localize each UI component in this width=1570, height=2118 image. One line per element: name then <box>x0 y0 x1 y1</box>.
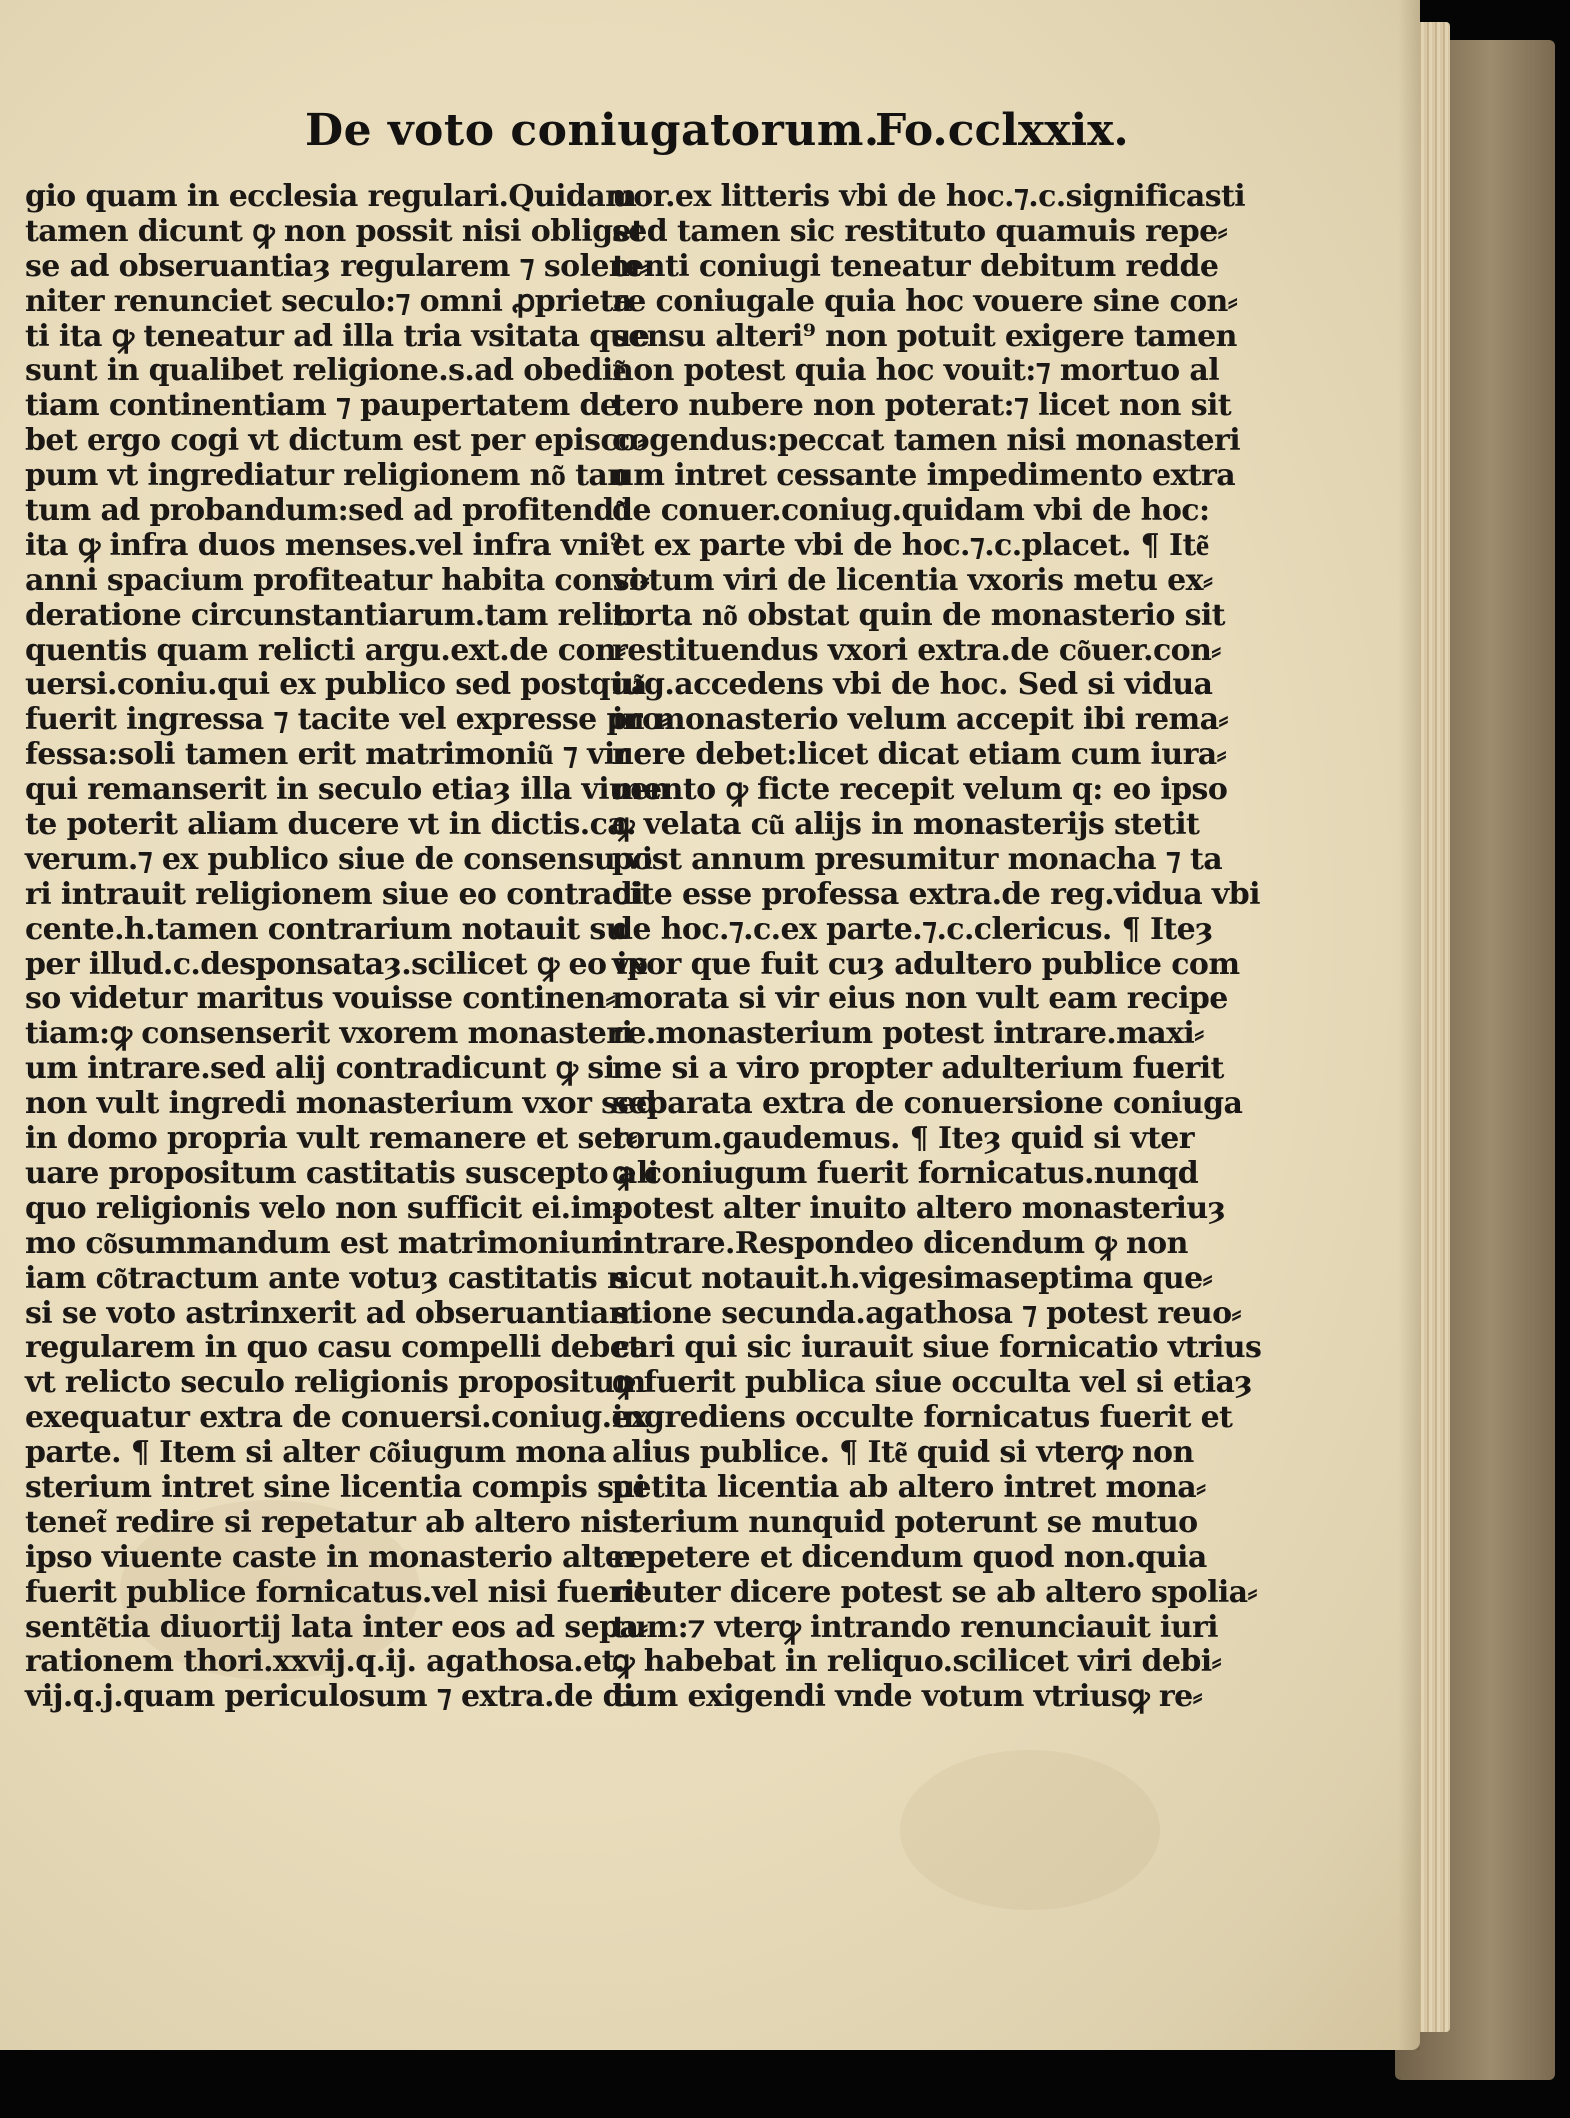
text-line: uare propositum castitatis suscepto ali <box>25 1155 659 1191</box>
paper-stain <box>900 1750 1160 1910</box>
text-line: nere debet:licet dicat etiam cum iura⸗ <box>612 737 1226 773</box>
text-line: sed tamen sic restituto quamuis repe⸗ <box>612 213 1228 249</box>
text-line: niter renunciet seculo:⁊ omni ꝓprieta <box>25 283 632 319</box>
text-line: ipso viuente caste in monasterio alter <box>25 1539 639 1575</box>
text-line: stione secunda.agathosa ⁊ potest reuo⸗ <box>612 1295 1241 1331</box>
text-line: tenti coniugi teneatur debitum redde <box>612 248 1219 284</box>
text-line: per illud.c.desponsataȝ.scilicet ꝙ eo ip <box>25 946 648 982</box>
text-line: tenet͂ redire si repetatur ab altero nisi <box>25 1504 640 1540</box>
text-line: in domo propria vult remanere et ser⸗ <box>25 1121 637 1157</box>
text-line: qui remanserit in seculo etiaȝ illa viuen <box>25 772 671 808</box>
text-line: sensu alteri⁹ non potuit exigere tamen <box>612 318 1237 354</box>
text-line: non vult ingredi monasterium vxor sed <box>25 1086 657 1122</box>
text-line: mento ꝙ ficte recepit velum q: eo ipso <box>612 772 1228 808</box>
running-head <box>305 105 1129 175</box>
text-line: exequatur extra de conuersi.coniug.ex <box>25 1400 648 1436</box>
text-line: votum viri de licentia vxoris metu ex⸗ <box>612 562 1213 598</box>
text-line: petita licentia ab altero intret mona⸗ <box>612 1469 1206 1505</box>
text-line: torta no͂ obstat quin de monasterio sit <box>612 597 1225 633</box>
text-line: cari qui sic iurauit siue fornicatio vtrius <box>612 1330 1262 1366</box>
text-line: re.monasterium potest intrare.maxi⸗ <box>612 1016 1204 1052</box>
text-line: tiam continentiam ⁊ paupertatem de <box>25 388 619 424</box>
text-line: potest alter inuito altero monasteriuȝ <box>612 1190 1226 1226</box>
text-line: cogendus:peccat tamen nisi monasteri <box>612 423 1240 459</box>
text-line: ti ita ꝙ teneatur ad illa tria vsitata que <box>25 318 650 354</box>
text-line: quentis quam relicti argu.ext.de con⸗ <box>25 632 626 668</box>
text-line: iug.accedens vbi de hoc. Sed si vidua <box>612 667 1213 703</box>
text-line: fuerit publice fornicatus.vel nisi fuerit <box>25 1574 648 1610</box>
text-line: intrare.Respondeo dicendum ꝙ non <box>612 1225 1188 1261</box>
text-line: ri intrauit religionem siue eo contradi <box>25 876 643 912</box>
text-line: de conuer.coniug.quidam vbi de hoc: <box>612 493 1210 529</box>
text-line: re coniugale quia hoc vouere sine con⸗ <box>612 283 1238 319</box>
text-line: vij.q.j.quam periculosum ⁊ extra.de di <box>25 1679 634 1715</box>
text-line: torum.gaudemus. ¶ Iteȝ quid si vter <box>612 1121 1194 1157</box>
text-line: non potest quia hoc vouit:⁊ mortuo al <box>612 353 1220 389</box>
text-line: sterium intret sine licentia compis sui <box>25 1469 646 1505</box>
text-line: fuerit ingressa ⁊ tacite vel expresse pro⸗ <box>25 702 671 738</box>
text-line: separata extra de conuersione coniuga <box>612 1086 1243 1122</box>
text-line: tamen dicunt ꝙ non possit nisi obliget <box>25 213 645 249</box>
text-line: so videtur maritus vouisse continen⸗ <box>25 981 615 1017</box>
text-line: sterium nunquid poterunt se mutuo <box>612 1504 1198 1540</box>
text-line: neuter dicere potest se ab altero spolia⸗ <box>612 1574 1257 1610</box>
text-line: te poterit aliam ducere vt in dictis.ca. <box>25 807 636 843</box>
page-edge-shadow <box>1398 0 1420 2050</box>
text-line: ꝙ habebat in reliquo.scilicet viri debi⸗ <box>612 1644 1221 1680</box>
text-line: ꝙ velata cu͂ alijs in monasterijs stetit <box>612 807 1200 843</box>
text-line: cite esse professa extra.de reg.vidua vbi <box>612 876 1260 912</box>
text-line: sente͂tia diuortij lata inter eos ad sepa⸗ <box>25 1609 648 1645</box>
text-line: vt relicto seculo religionis propositum <box>25 1365 646 1401</box>
text-line: si se voto astrinxerit ad obseruantiam <box>25 1295 640 1331</box>
text-line: vxor que fuit cuȝ adultero publice com <box>612 946 1240 982</box>
text-line: tum:⁊ vterꝙ intrando renunciauit iuri <box>612 1609 1218 1645</box>
text-column-right <box>612 179 1262 1715</box>
text-line: post annum presumitur monacha ⁊ ta <box>612 841 1223 877</box>
text-line: ꝙ fuerit publica siue occulta vel si etiaȝ <box>612 1365 1253 1401</box>
text-line: ita ꝙ infra duos menses.vel infra vni⁹ <box>25 527 623 563</box>
text-line: cente.h.tamen contrarium notauit su <box>25 911 627 947</box>
text-line: morata si vir eius non vult eam recipe <box>612 981 1228 1017</box>
text-line: iam co͂tractum ante votuȝ castitatis ni <box>25 1260 640 1296</box>
text-line: tero nubere non poterat:⁊ licet non sit <box>612 388 1232 424</box>
text-line: et ex parte vbi de hoc.⁊.c.placet. ¶ Ite͂ <box>612 527 1209 563</box>
running-head-title: De voto coniugatorum. <box>305 105 880 156</box>
text-line: rationem thori.xxvij.q.ij. agathosa.et. <box>25 1644 625 1680</box>
text-line: ingrediens occulte fornicatus fuerit et <box>612 1400 1233 1436</box>
folio-number: Fo.cclxxix. <box>875 105 1129 156</box>
text-line: pum vt ingrediatur religionem no͂ tan <box>25 458 629 494</box>
text-line: se ad obseruantiaȝ regularem ⁊ solem⸗ <box>25 248 650 284</box>
text-line: fessa:soli tamen erit matrimoniu͂ ⁊ vir <box>25 737 630 773</box>
text-line: me si a viro propter adulterium fuerit <box>612 1051 1224 1087</box>
text-line: regularem in quo casu compelli debet <box>25 1330 642 1366</box>
text-line: sicut notauit.h.vigesimaseptima que⸗ <box>612 1260 1213 1296</box>
text-line: in monasterio velum accepit ibi rema⸗ <box>612 702 1228 738</box>
text-line: sunt in qualibet religione.s.ad obedie͂ <box>25 353 626 389</box>
text-line: um intrare.sed alij contradicunt ꝙ si <box>25 1051 615 1087</box>
text-column-left <box>25 179 671 1715</box>
text-line: gio quam in ecclesia regulari.Quidam <box>25 179 637 214</box>
text-line: uersi.coniu.qui ex publico sed postqua͂ <box>25 667 646 703</box>
text-line: de hoc.⁊.c.ex parte.⁊.c.clericus. ¶ Iteȝ <box>612 911 1213 947</box>
text-line: verum.⁊ ex publico siue de consensu vi <box>25 841 653 877</box>
text-line: deratione circunstantiarum.tam relin <box>25 597 635 633</box>
text-line: tum exigendi vnde votum vtriusꝙ re⸗ <box>612 1679 1203 1715</box>
text-line: um intret cessante impedimento extra <box>612 458 1236 494</box>
text-line: repetere et dicendum quod non.quia <box>612 1539 1207 1575</box>
text-line: restituendus vxori extra.de co͂uer.con⸗ <box>612 632 1221 668</box>
text-line: quo religionis velo non sufficit ei.im⸗ <box>25 1190 622 1226</box>
text-line: tiam:ꝙ consenserit vxorem monasteri <box>25 1016 633 1052</box>
text-line: tum ad probandum:sed ad profitendu͂ <box>25 493 630 529</box>
text-line: parte. ¶ Item si alter co͂iugum mona <box>25 1435 606 1471</box>
text-line: mo co͂summandum est matrimonium <box>25 1225 622 1261</box>
text-line: bet ergo cogi vt dictum est per episco⸗ <box>25 423 647 459</box>
text-line: anni spacium profiteatur habita consi⸗ <box>25 562 650 598</box>
text-line: alius publice. ¶ Ite͂ quid si vterꝙ non <box>612 1435 1194 1471</box>
text-line: ꝙ coniugum fuerit fornicatus.nunqd <box>612 1155 1199 1191</box>
text-line: uor.ex litteris vbi de hoc.⁊.c.significasti <box>612 179 1246 214</box>
